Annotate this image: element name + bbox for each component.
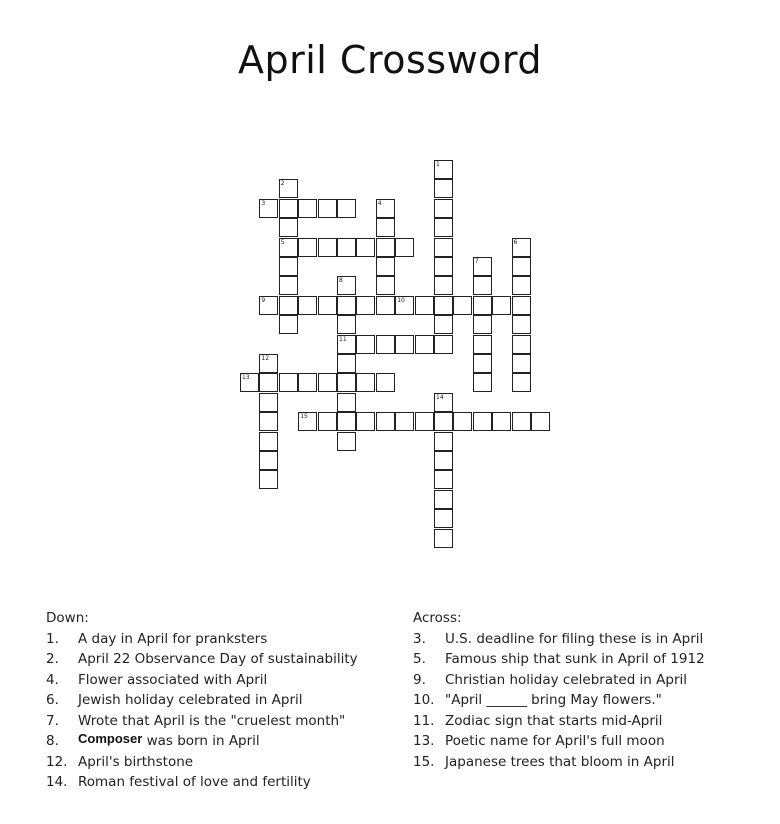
grid-cell[interactable] — [259, 432, 278, 451]
clue-number: 4. — [46, 671, 59, 688]
down-clue — [46, 772, 386, 793]
cell-number: 7 — [474, 258, 479, 265]
grid-cell[interactable] — [259, 393, 278, 412]
across-clue — [413, 690, 753, 711]
clue-text — [78, 731, 386, 752]
grid-cell[interactable] — [279, 218, 298, 237]
grid-cell[interactable] — [337, 354, 356, 373]
grid-cell[interactable] — [512, 373, 531, 392]
grid-cell[interactable] — [337, 335, 356, 354]
grid-cell[interactable] — [415, 412, 434, 431]
clue-number: 8. — [46, 733, 59, 749]
grid-cell[interactable] — [434, 238, 453, 257]
grid-cell[interactable] — [318, 373, 337, 392]
clue-text: Christian holiday celebrated in April — [445, 671, 688, 688]
cell-number: 2 — [280, 180, 285, 188]
cell-number: 15 — [300, 413, 308, 421]
grid-cell[interactable] — [473, 276, 492, 295]
grid-cell[interactable] — [395, 335, 414, 354]
down-clue — [46, 752, 386, 773]
down-clue — [46, 711, 386, 732]
cell-number: 9 — [261, 296, 266, 304]
grid-cell[interactable] — [376, 412, 395, 431]
cell-number: 5 — [280, 238, 285, 246]
down-heading: Down: — [46, 610, 89, 626]
grid-cell[interactable] — [298, 238, 317, 257]
grid-cell[interactable] — [434, 276, 453, 295]
down-clues — [46, 608, 386, 793]
grid-cell[interactable] — [434, 218, 453, 237]
grid-cell[interactable] — [376, 257, 395, 276]
across-clue — [413, 711, 753, 732]
clue-number: 15. — [413, 753, 435, 770]
grid-cell[interactable] — [376, 373, 395, 392]
across-clue — [413, 731, 753, 752]
grid-cell[interactable] — [473, 257, 492, 276]
grid-cell[interactable] — [531, 412, 550, 431]
grid-cell[interactable] — [279, 296, 298, 315]
grid-cell[interactable] — [434, 529, 453, 548]
grid-cell[interactable] — [240, 373, 259, 392]
clue-text: April's birthstone — [78, 753, 194, 770]
clue-number: 9. — [413, 671, 426, 688]
grid-cell[interactable] — [337, 296, 356, 315]
grid-cell[interactable] — [356, 373, 375, 392]
grid-cell[interactable] — [318, 296, 337, 315]
grid-cell[interactable] — [298, 373, 317, 392]
grid-cell[interactable] — [473, 335, 492, 354]
clue-number: 3. — [413, 630, 426, 647]
grid-cell[interactable] — [356, 296, 375, 315]
grid-cell[interactable] — [279, 257, 298, 276]
clue-number: 5. — [413, 651, 426, 667]
cell-number: 10 — [397, 296, 405, 304]
clue-number: 12. — [46, 753, 68, 770]
clue-text-rest: was born in April — [142, 733, 260, 749]
grid-cell[interactable] — [473, 354, 492, 373]
grid-cell[interactable] — [279, 276, 298, 295]
grid-cell[interactable] — [356, 335, 375, 354]
clue-text: Japanese trees that bloom in April — [445, 753, 675, 770]
clue-text: Jewish holiday celebrated in April — [78, 692, 303, 708]
clue-number: 10. — [413, 692, 435, 708]
cell-number: 3 — [261, 199, 266, 207]
clue-text: Flower associated with April — [78, 671, 268, 688]
clue-text: April 22 Observance Day of sustainability — [78, 651, 358, 667]
grid-cell[interactable] — [492, 412, 511, 431]
grid-cell[interactable] — [337, 199, 356, 218]
grid-cell[interactable] — [376, 276, 395, 295]
grid-cell[interactable] — [259, 354, 278, 373]
cell-number: 12 — [261, 355, 270, 362]
down-clue — [46, 731, 386, 752]
clue-number: 1. — [46, 630, 59, 647]
grid-cell[interactable] — [453, 412, 472, 431]
clue-text: Zodiac sign that starts mid-April — [445, 712, 663, 729]
grid-cell[interactable] — [512, 238, 531, 257]
grid-cell[interactable] — [434, 490, 453, 509]
grid-cell[interactable] — [259, 373, 278, 392]
grid-cell[interactable] — [512, 335, 531, 354]
grid-cell[interactable] — [376, 218, 395, 237]
grid-cell[interactable] — [356, 412, 375, 431]
grid-cell[interactable] — [298, 199, 317, 218]
cell-number: 1 — [436, 161, 440, 168]
grid-cell[interactable] — [434, 199, 453, 218]
grid-cell[interactable] — [415, 296, 434, 315]
grid-cell[interactable] — [512, 412, 531, 431]
across-clue — [413, 670, 753, 691]
grid-cell[interactable] — [395, 412, 414, 431]
clue-text: "April ______ bring May flowers." — [445, 692, 662, 708]
grid-cell[interactable] — [279, 315, 298, 334]
clue-text: Wrote that April is the "cruelest month" — [78, 712, 346, 729]
clue-number: 14. — [46, 774, 68, 790]
clue-number: 13. — [413, 733, 435, 749]
grid-cell[interactable] — [298, 412, 317, 431]
grid-cell[interactable] — [434, 315, 453, 334]
grid-cell[interactable] — [376, 335, 395, 354]
grid-cell[interactable] — [512, 276, 531, 295]
grid-cell[interactable] — [259, 451, 278, 470]
grid-cell[interactable] — [512, 354, 531, 373]
grid-cell[interactable] — [279, 199, 298, 218]
cell-number: 4 — [377, 199, 382, 207]
grid-cell[interactable] — [453, 296, 472, 315]
grid-cell[interactable] — [259, 199, 278, 218]
grid-cell[interactable] — [376, 199, 395, 218]
grid-cell[interactable] — [473, 412, 492, 431]
grid-cell[interactable] — [395, 296, 414, 315]
grid-cell[interactable] — [434, 432, 453, 451]
grid-cell[interactable] — [492, 296, 511, 315]
grid-cell[interactable] — [434, 470, 453, 489]
page-title: April Crossword — [237, 38, 542, 82]
clue-text: Poetic name for April's full moon — [445, 733, 665, 749]
clue-number: 2. — [46, 651, 59, 667]
grid-cell[interactable] — [279, 373, 298, 392]
grid-cell[interactable] — [318, 412, 337, 431]
grid-cell[interactable] — [318, 199, 337, 218]
clue-number: 11. — [413, 712, 435, 729]
grid-cell[interactable] — [337, 432, 356, 451]
grid-cell[interactable] — [434, 393, 453, 412]
grid-cell[interactable] — [337, 412, 356, 431]
composer-stamp: Composer — [78, 731, 143, 746]
clue-text: A day in April for pranksters — [78, 630, 268, 647]
grid-cell[interactable] — [337, 373, 356, 392]
grid-cell[interactable] — [259, 470, 278, 489]
grid-cell[interactable] — [279, 179, 298, 198]
grid-cell[interactable] — [318, 238, 337, 257]
cell-number: 8 — [339, 277, 343, 285]
across-clues — [413, 608, 753, 772]
clue-text: Roman festival of love and fertility — [78, 774, 311, 790]
grid-cell[interactable] — [434, 509, 453, 528]
cell-number: 11 — [339, 335, 347, 343]
grid-cell[interactable] — [473, 296, 492, 315]
grid-cell[interactable] — [259, 412, 278, 431]
down-clue — [46, 649, 386, 670]
grid-cell[interactable] — [473, 315, 492, 334]
grid-cell[interactable] — [512, 296, 531, 315]
grid-cell[interactable] — [376, 296, 395, 315]
grid-cell[interactable] — [376, 238, 395, 257]
grid-cell[interactable] — [434, 451, 453, 470]
grid-cell[interactable] — [259, 296, 278, 315]
grid-cell[interactable] — [512, 257, 531, 276]
clue-text: Famous ship that sunk in April of 1912 — [445, 651, 705, 667]
grid-cell[interactable] — [512, 315, 531, 334]
grid-cell[interactable] — [356, 238, 375, 257]
across-heading: Across: — [413, 610, 462, 626]
grid-cell[interactable] — [434, 179, 453, 198]
cell-number: 6 — [513, 238, 518, 246]
grid-cell[interactable] — [337, 315, 356, 334]
cell-number: 14 — [436, 393, 444, 401]
grid-cell[interactable] — [434, 412, 453, 431]
grid-cell[interactable] — [434, 257, 453, 276]
down-clue — [46, 629, 386, 650]
across-clue — [413, 629, 753, 650]
grid-cell[interactable] — [337, 393, 356, 412]
clue-number: 6. — [46, 692, 59, 708]
grid-cell[interactable] — [473, 373, 492, 392]
grid-cell[interactable] — [395, 238, 414, 257]
grid-cell[interactable] — [279, 238, 298, 257]
clue-number: 7. — [46, 712, 59, 729]
grid-cell[interactable] — [337, 238, 356, 257]
across-clue — [413, 649, 753, 670]
cell-number: 13 — [242, 374, 250, 382]
grid-cell[interactable] — [337, 276, 356, 295]
grid-cell[interactable] — [434, 335, 453, 354]
grid-cell[interactable] — [298, 296, 317, 315]
grid-cell[interactable] — [415, 335, 434, 354]
grid-cell[interactable] — [434, 160, 453, 179]
across-clue — [413, 752, 753, 773]
down-clue — [46, 670, 386, 691]
clue-text: U.S. deadline for filing these is in April — [445, 630, 704, 647]
grid-cell[interactable] — [434, 296, 453, 315]
down-clue — [46, 690, 386, 711]
